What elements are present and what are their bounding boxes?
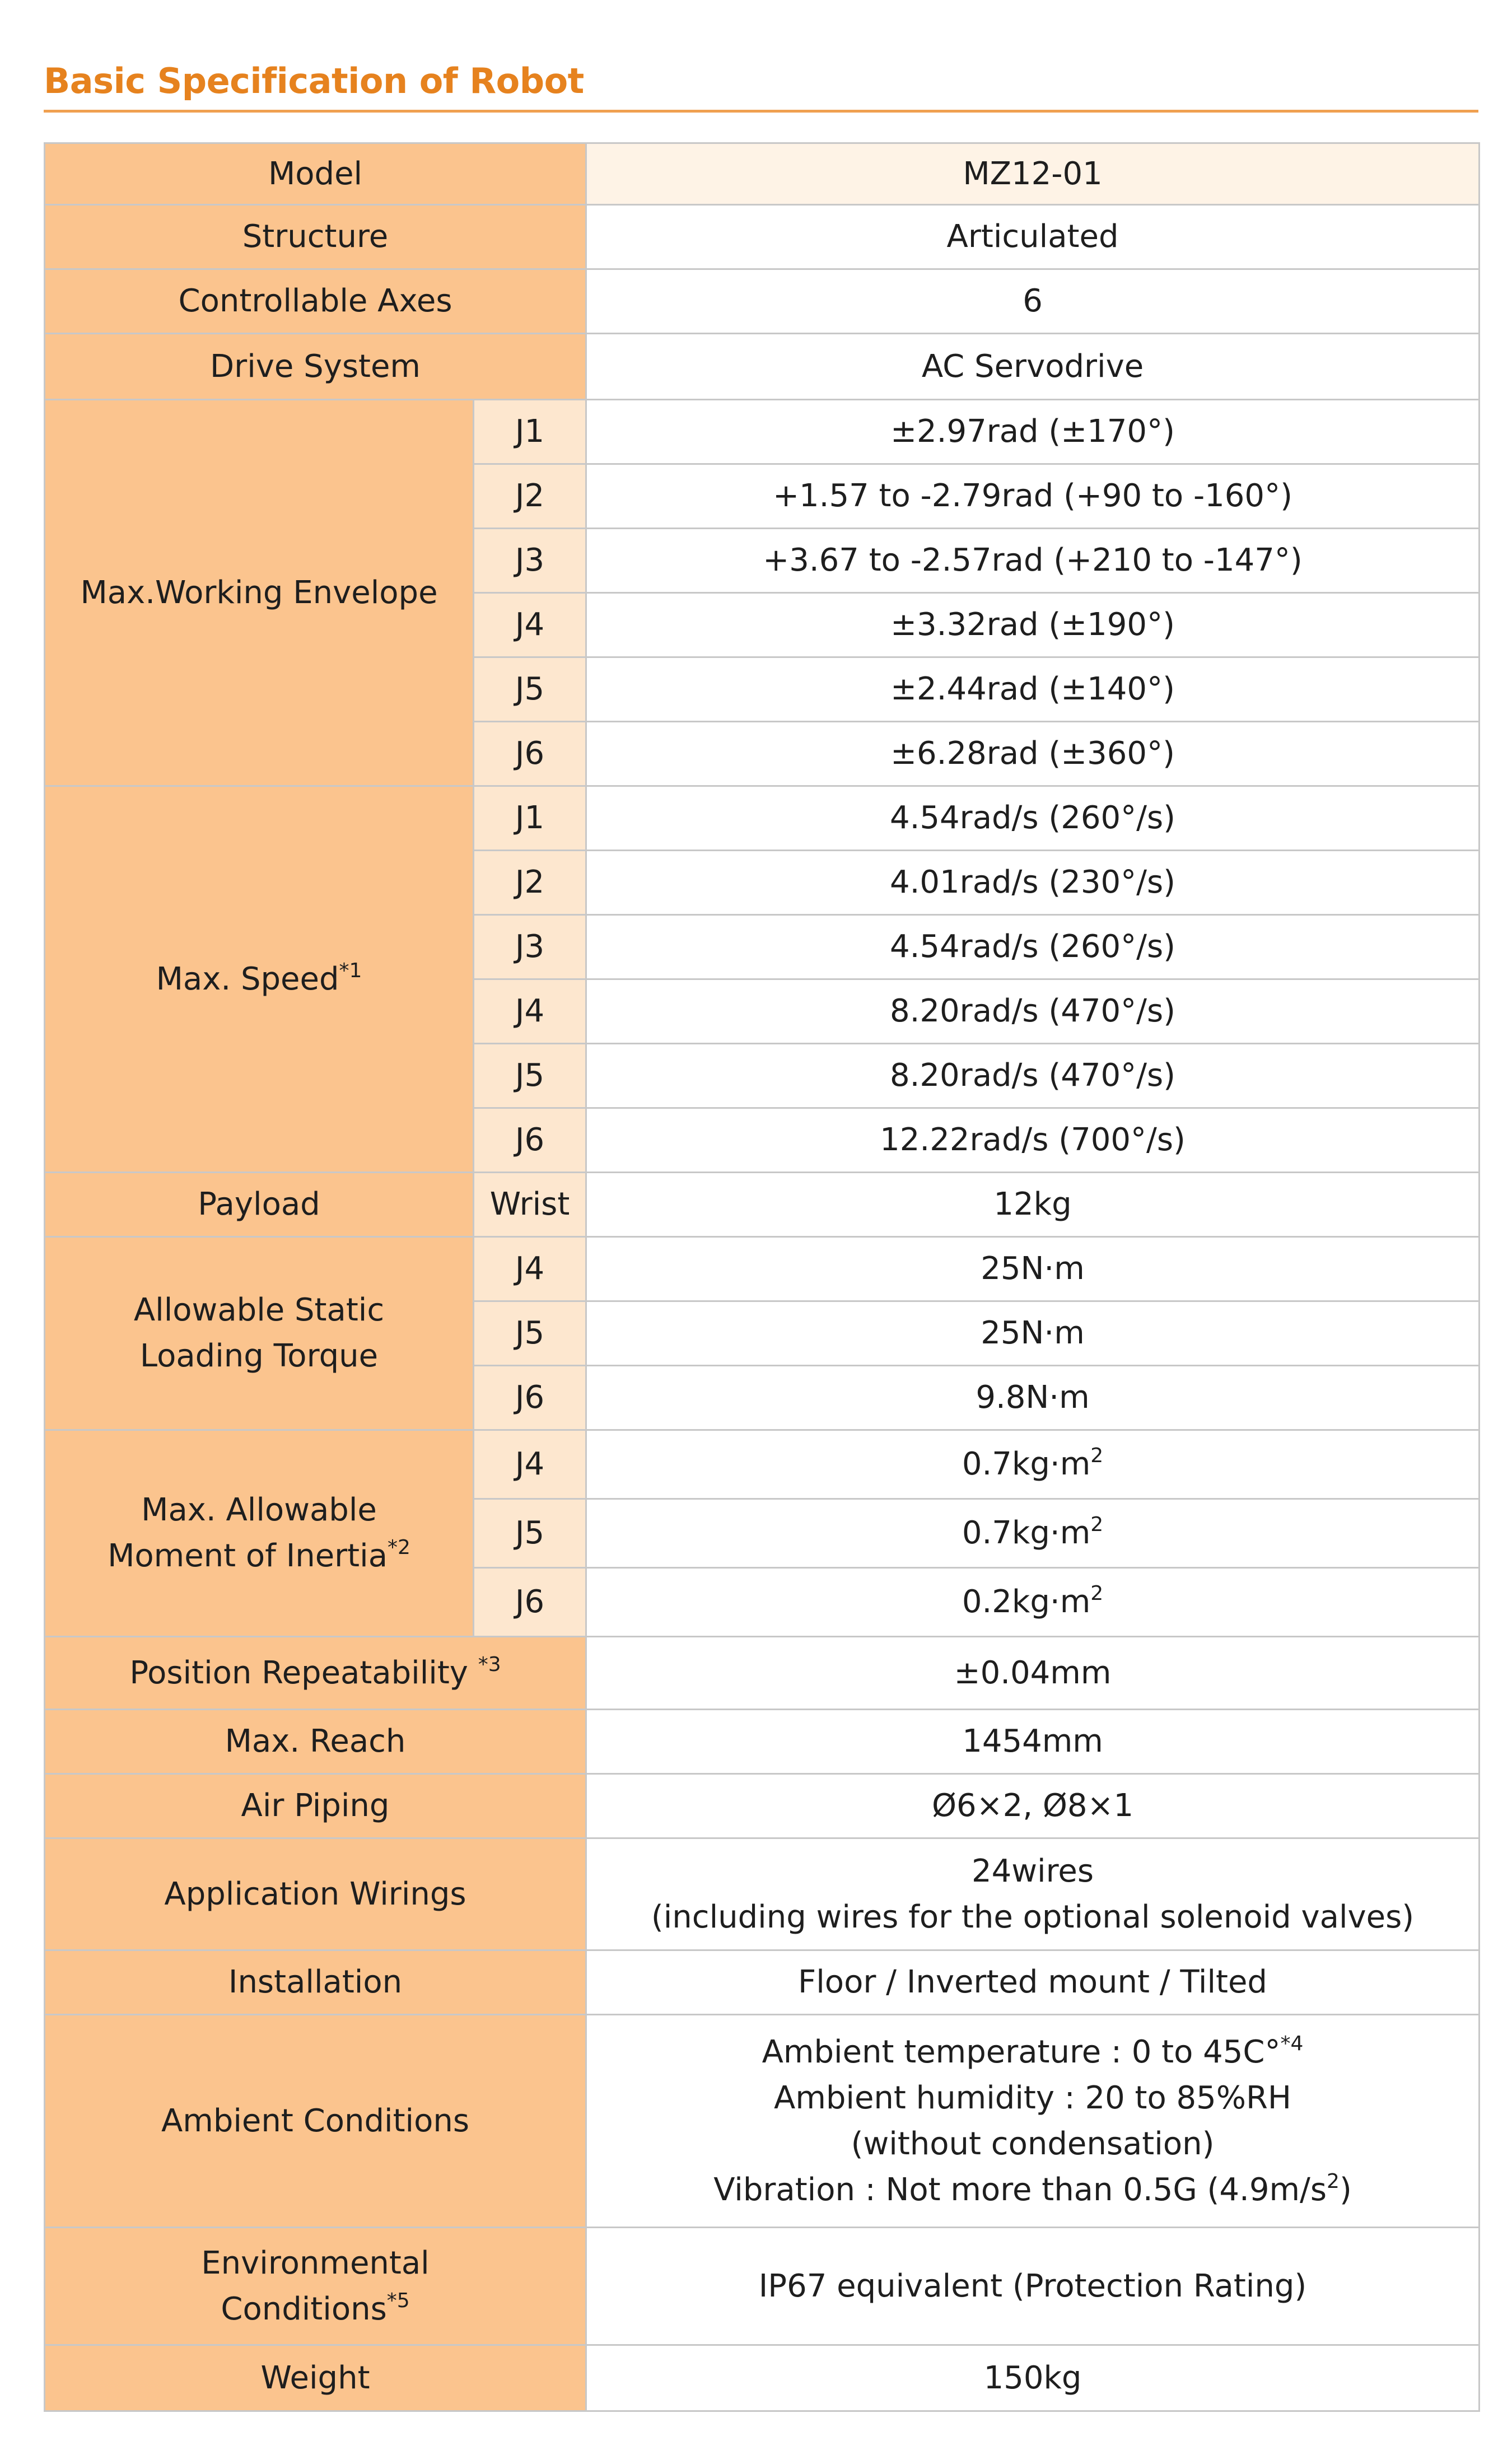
group-label xyxy=(45,1237,474,1430)
footnote-mark: *4 xyxy=(1280,2032,1304,2055)
row-value: ±3.32rad (±190°) xyxy=(586,593,1480,657)
footnote-mark: *1 xyxy=(339,959,362,982)
row-value xyxy=(586,2015,1480,2228)
title-underline xyxy=(44,110,1478,113)
row-value: +1.57 to -2.79rad (+90 to -160°) xyxy=(586,464,1480,529)
group-label-text: Max. Speed xyxy=(156,960,339,997)
row-value: 6 xyxy=(586,269,1480,334)
table-row xyxy=(45,1173,1480,1237)
row-label: Weight xyxy=(45,2345,586,2411)
axis-label: J6 xyxy=(474,722,586,786)
ambient-humidity: Ambient humidity : 20 to 85%RH xyxy=(774,2079,1292,2116)
row-label: Payload xyxy=(45,1173,474,1237)
table-row xyxy=(45,2345,1480,2411)
table-row xyxy=(45,1950,1480,2015)
unit-exponent: 2 xyxy=(1090,1513,1104,1536)
footnote-mark: *5 xyxy=(386,2289,410,2312)
axis-label: J2 xyxy=(474,851,586,915)
row-value: IP67 equivalent (Protection Rating) xyxy=(586,2228,1480,2345)
row-label-line1: Environmental xyxy=(201,2244,430,2281)
table-row xyxy=(45,2228,1480,2345)
row-value xyxy=(586,1838,1480,1950)
row-value: 4.54rad/s (260°/s) xyxy=(586,786,1480,851)
group-label xyxy=(45,786,474,1173)
table-row xyxy=(45,1710,1480,1774)
table-row xyxy=(45,205,1480,269)
row-value: Floor / Inverted mount / Tilted xyxy=(586,1950,1480,2015)
group-label-line1: Allowable Static xyxy=(133,1292,385,1328)
table-row xyxy=(45,1637,1480,1710)
table-row xyxy=(45,334,1480,400)
row-label xyxy=(45,1637,586,1710)
row-label: Ambient Conditions xyxy=(45,2015,586,2228)
row-value: ±2.97rad (±170°) xyxy=(586,400,1480,464)
group-label-line2: Moment of Inertia xyxy=(108,1538,388,1574)
ambient-condensation: (without condensation) xyxy=(851,2125,1215,2162)
axis-label: J5 xyxy=(474,1301,586,1366)
row-value: ±6.28rad (±360°) xyxy=(586,722,1480,786)
spec-table xyxy=(44,142,1480,2412)
unit-exponent: 2 xyxy=(1090,1444,1104,1467)
value-text: 0.7kg·m xyxy=(962,1446,1091,1482)
unit-exponent: 2 xyxy=(1327,2169,1340,2193)
table-row xyxy=(45,1838,1480,1950)
table-row xyxy=(45,269,1480,334)
group-label-line1: Max. Allowable xyxy=(141,1492,377,1528)
footnote-mark: *3 xyxy=(478,1653,501,1676)
row-label: Controllable Axes xyxy=(45,269,586,334)
axis-label: J6 xyxy=(474,1568,586,1637)
row-label: Drive System xyxy=(45,334,586,400)
value-text: 0.2kg·m xyxy=(962,1584,1091,1620)
row-value: 25N·m xyxy=(586,1301,1480,1366)
table-row xyxy=(45,400,1480,464)
axis-label: J5 xyxy=(474,657,586,722)
table-row xyxy=(45,2015,1480,2228)
value-line1: 24wires xyxy=(971,1852,1094,1889)
group-label: Max.Working Envelope xyxy=(45,400,474,786)
ambient-temperature: Ambient temperature : 0 to 45C° xyxy=(762,2033,1281,2070)
row-value: 4.01rad/s (230°/s) xyxy=(586,851,1480,915)
row-value: 9.8N·m xyxy=(586,1366,1480,1430)
ambient-vibration-end: ) xyxy=(1339,2171,1352,2208)
table-row xyxy=(45,786,1480,851)
table-row xyxy=(45,1430,1480,1499)
row-label: Model xyxy=(45,143,586,205)
row-label: Structure xyxy=(45,205,586,269)
axis-label: J3 xyxy=(474,529,586,593)
unit-exponent: 2 xyxy=(1090,1582,1104,1605)
row-value: 8.20rad/s (470°/s) xyxy=(586,1044,1480,1108)
axis-label: J4 xyxy=(474,593,586,657)
row-label xyxy=(45,2228,586,2345)
group-label-line2: Loading Torque xyxy=(139,1338,379,1374)
row-label-text: Position Repeatability xyxy=(129,1654,478,1691)
row-value: MZ12-01 xyxy=(586,143,1480,205)
row-value: 1454mm xyxy=(586,1710,1480,1774)
row-label: Application Wirings xyxy=(45,1838,586,1950)
row-label: Max. Reach xyxy=(45,1710,586,1774)
axis-label: J1 xyxy=(474,400,586,464)
axis-label: J6 xyxy=(474,1108,586,1173)
row-label-line2: Conditions xyxy=(221,2290,387,2327)
row-value: 8.20rad/s (470°/s) xyxy=(586,979,1480,1044)
table-row xyxy=(45,1237,1480,1301)
row-label: Air Piping xyxy=(45,1774,586,1838)
axis-label: J3 xyxy=(474,915,586,979)
table-row xyxy=(45,143,1480,205)
value-line2: (including wires for the optional solenoid valves) xyxy=(651,1898,1415,1935)
value-text: 0.7kg·m xyxy=(962,1515,1091,1551)
row-value: 25N·m xyxy=(586,1237,1480,1301)
axis-label: J1 xyxy=(474,786,586,851)
section-title: Basic Specification of Robot xyxy=(44,60,584,101)
axis-label: J5 xyxy=(474,1044,586,1108)
row-label: Installation xyxy=(45,1950,586,2015)
row-value xyxy=(586,1430,1480,1499)
row-value xyxy=(586,1568,1480,1637)
row-value: Ø6×2, Ø8×1 xyxy=(586,1774,1480,1838)
footnote-mark: *2 xyxy=(388,1536,410,1559)
row-value: 150kg xyxy=(586,2345,1480,2411)
row-value: Articulated xyxy=(586,205,1480,269)
axis-label: J4 xyxy=(474,1237,586,1301)
axis-label: J6 xyxy=(474,1366,586,1430)
axis-label: J5 xyxy=(474,1499,586,1568)
sub-label: Wrist xyxy=(474,1173,586,1237)
axis-label: J4 xyxy=(474,979,586,1044)
row-value: ±0.04mm xyxy=(586,1637,1480,1710)
group-label xyxy=(45,1430,474,1637)
ambient-vibration: Vibration : Not more than 0.5G (4.9m/s xyxy=(713,2171,1327,2208)
table-row xyxy=(45,1774,1480,1838)
axis-label: J4 xyxy=(474,1430,586,1499)
row-value: 4.54rad/s (260°/s) xyxy=(586,915,1480,979)
row-value: 12.22rad/s (700°/s) xyxy=(586,1108,1480,1173)
row-value: +3.67 to -2.57rad (+210 to -147°) xyxy=(586,529,1480,593)
row-value xyxy=(586,1499,1480,1568)
row-value: ±2.44rad (±140°) xyxy=(586,657,1480,722)
row-value: 12kg xyxy=(586,1173,1480,1237)
row-value: AC Servodrive xyxy=(586,334,1480,400)
axis-label: J2 xyxy=(474,464,586,529)
